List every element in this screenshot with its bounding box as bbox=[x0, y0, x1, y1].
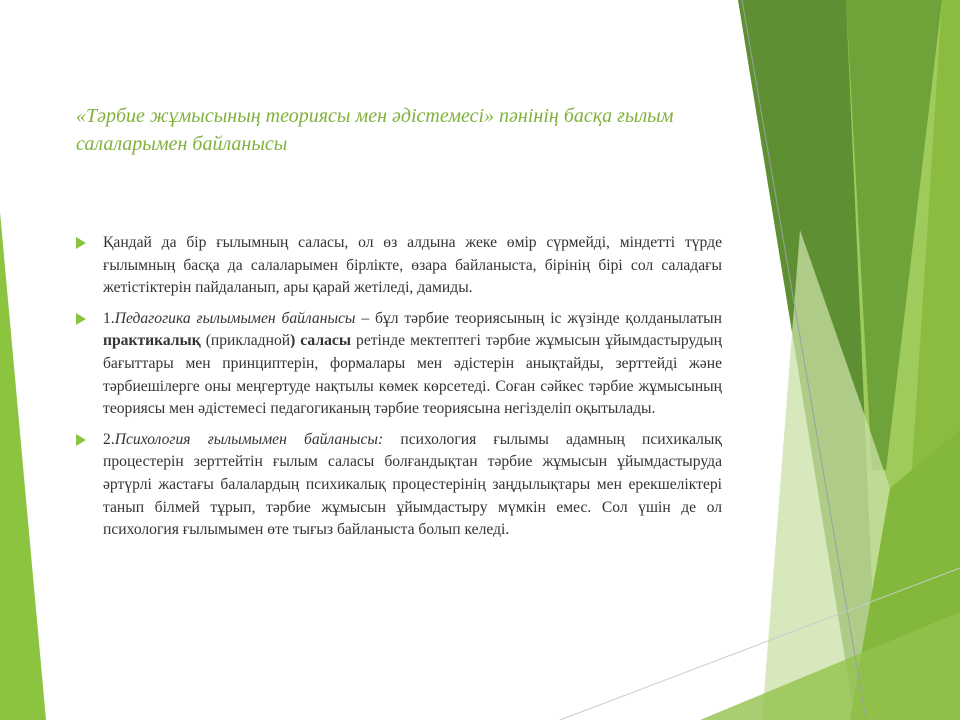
triangle-bullet-icon bbox=[76, 434, 86, 446]
triangle-bullet-icon bbox=[76, 237, 86, 249]
bullet-item-pedagogy bbox=[76, 308, 722, 421]
bullet-topic-italic: Психология ғылымымен байланысы: bbox=[114, 430, 384, 448]
triangle-bullet-icon bbox=[76, 313, 86, 325]
bullet-text-part: (прикладной bbox=[200, 332, 291, 350]
slide-title: «Тәрбие жұмысының теориясы мен әдістемесі» пәнінің басқа ғылым салаларымен байланысы bbox=[76, 105, 674, 155]
bullet-item-psychology bbox=[76, 429, 722, 542]
bullet-topic-italic: Педагогика ғылымымен байланысы bbox=[114, 309, 356, 327]
bullet-text-part: психология ғылымы адамның психикалық процестерін зерттейтін ғылым саласы болғандықтан тәрбие жұмысын ұйымдастыруда әртүрлі жастағы балалардың психикалық процестерінің заңдылықтары мен ерекшеліктері танып білмей тұрып, тәрбие жұмысын ұйымдастыру мүмкін емес. Сол үшін де ол психология ғылымымен өте тығыз байланыста болып келеді. bbox=[103, 430, 722, 539]
bullet-item-intro bbox=[76, 232, 722, 300]
slide-content bbox=[76, 232, 722, 550]
bullet-bold-term: практикалық bbox=[103, 332, 201, 350]
bullet-text: Қандай да бір ғылымның саласы, ол өз алдына жеке өмір сүрмейді, міндетті түрде ғылымның басқа да салаларымен бірлікте, өзара байланыста, бірінің бірі сол саладағы жетістіктерін пайдаланып, ары қарай жетіледі, дамиды. bbox=[103, 234, 722, 297]
bullet-text-part: ретінде мектептегі тәрбие жұмысын ұйымдастырудың бағыттары мен принциптерін, формалары мен әдістерін анықтайды, зерттейді және тәрбиешілерге оны меңгертуде нақтылы көмек көрсетеді. Соған сәйкес тәрбие жұмысының теориясы мен әдістемесі педагогиканың тәрбие теориясына негізделіп оқытылады. bbox=[103, 332, 722, 418]
bullet-number: 2. bbox=[103, 430, 115, 448]
bullet-number: 1. bbox=[103, 309, 115, 327]
bullet-text bbox=[103, 429, 722, 542]
bullet-text bbox=[103, 308, 722, 421]
bullet-bold-term: ) саласы bbox=[290, 332, 351, 350]
bullet-text-part: – бұл тәрбие теориясының іс жүзінде қолданылатын bbox=[355, 309, 722, 327]
